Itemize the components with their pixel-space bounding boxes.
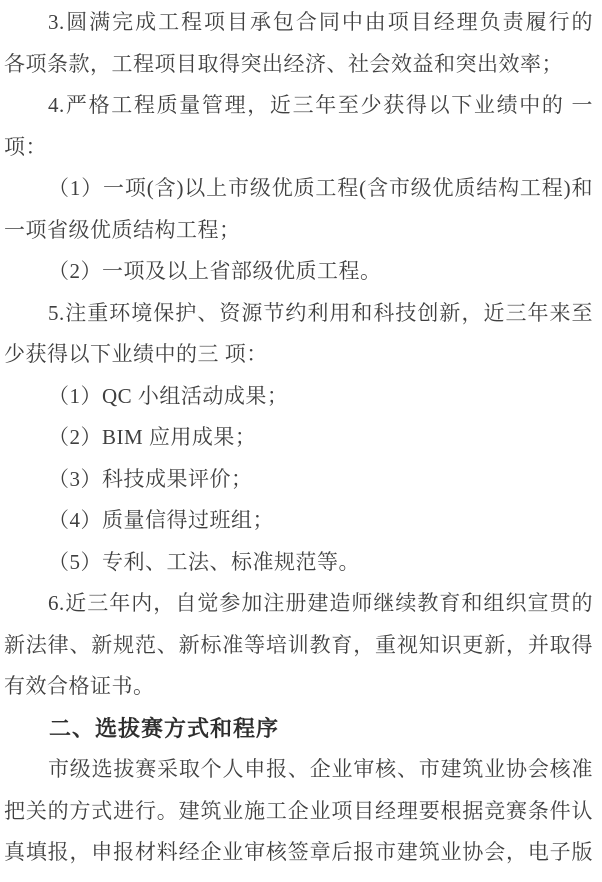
text-line: 真填报，申报材料经企业审核签章后报市建筑业协会，电子版: [4, 840, 593, 864]
text-line: 4.严格工程质量管理，近三年至少获得以下业绩中的 一: [48, 93, 593, 117]
list-item-line: （3）科技成果评价；: [48, 466, 253, 491]
list-item-line: （2）BIM 应用成果；: [48, 425, 257, 449]
text-line: 项：: [4, 134, 47, 159]
text-line: 有效合格证书。: [4, 674, 155, 698]
text-line: 少获得以下业绩中的三 项：: [4, 342, 268, 366]
list-item-line: （4）质量信得过班组；: [48, 508, 274, 532]
text-line: 把关的方式进行。建筑业施工企业项目经理要根据竞赛条件认: [4, 798, 593, 823]
list-item-line: （1）QC 小组活动成果；: [48, 383, 289, 408]
text-line: 6.近三年内，自觉参加注册建造师继续教育和组织宣贯的: [48, 591, 593, 615]
text-line: （1）一项(含)以上市级优质工程(含市级优质结构工程)和: [48, 176, 593, 200]
text-line: 市级选拔赛采取个人申报、企业审核、市建筑业协会核准: [48, 757, 593, 781]
text-line: 新法律、新规范、新标准等培训教育，重视知识更新，并取得: [4, 632, 593, 657]
text-line: 3.圆满完成工程项目承包合同中由项目经理负责履行的: [48, 10, 593, 34]
text-line: 5.注重环境保护、资源节约利用和科技创新，近三年来至: [48, 300, 593, 325]
text-line: 一项省级优质结构工程；: [4, 217, 241, 242]
text-line: 各项条款，工程项目取得突出经济、社会效益和突出效率；: [4, 51, 563, 76]
list-item-line: （2）一项及以上省部级优质工程。: [48, 259, 382, 283]
document-text-block: [4, 2, 593, 874]
list-item-line: （5）专利、工法、标准规范等。: [48, 549, 360, 574]
section-heading: 二、选拔赛方式和程序: [49, 715, 280, 741]
